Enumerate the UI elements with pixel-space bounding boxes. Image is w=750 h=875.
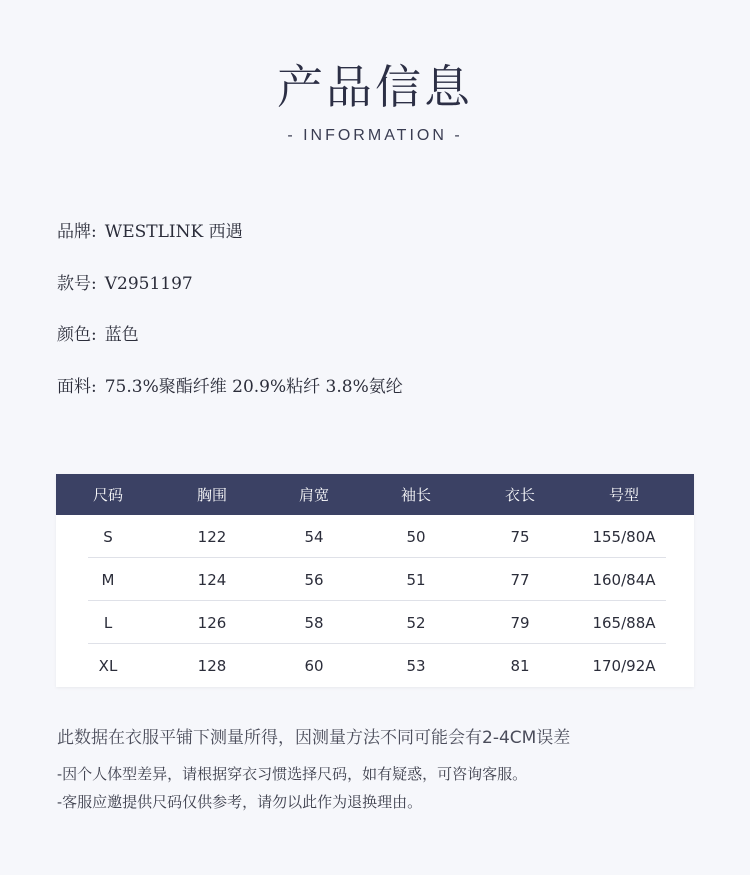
- info-value: WESTLINK 西遇: [104, 222, 243, 242]
- table-header: [56, 474, 694, 515]
- info-row-brand: [57, 220, 243, 244]
- table-cell: 51: [406, 570, 426, 589]
- header-cell-size: 尺码: [92, 486, 123, 504]
- header-cell-shoulder: 肩宽: [298, 486, 329, 504]
- table-cell: L: [103, 613, 113, 632]
- table-cell: 170/92A: [592, 656, 656, 675]
- table-cell: M: [101, 570, 115, 589]
- table-row: [56, 644, 694, 687]
- table-cell: 60: [304, 656, 324, 675]
- table-cell: 56: [304, 570, 324, 589]
- table-cell: 165/88A: [592, 613, 656, 632]
- table-cell: 79: [510, 613, 530, 632]
- note-line: -客服应邀提供尺码仅供参考，请勿以此作为退换理由。: [57, 793, 423, 811]
- table-cell: 54: [304, 527, 324, 546]
- info-label: 款号:: [57, 274, 97, 294]
- info-row-style-number: [57, 272, 193, 296]
- table-cell: 128: [197, 656, 227, 675]
- info-label: 颜色:: [57, 325, 97, 345]
- page-title: 产品信息: [277, 60, 473, 114]
- table-row: [56, 515, 694, 558]
- header-cell-chest: 胸围: [196, 486, 227, 504]
- table-row: [56, 601, 694, 644]
- info-label: 面料:: [57, 377, 97, 397]
- header-cell-length: 衣长: [504, 486, 535, 504]
- header-cell-fit: 号型: [608, 486, 639, 504]
- table-cell: 50: [406, 527, 426, 546]
- info-row-fabric: [57, 375, 403, 399]
- measurement-note: 此数据在衣服平铺下测量所得，因测量方法不同可能会有2-4CM误差: [57, 728, 571, 748]
- note-line: -因个人体型差异，请根据穿衣习惯选择尺码，如有疑惑，可咨询客服。: [57, 765, 528, 783]
- page-subtitle: - INFORMATION -: [287, 127, 463, 144]
- info-label: 品牌:: [57, 222, 97, 242]
- info-value: V2951197: [104, 274, 193, 294]
- header-cell-sleeve: 袖长: [400, 486, 431, 504]
- table-cell: 58: [304, 613, 324, 632]
- table-cell: 126: [197, 613, 227, 632]
- table-cell: XL: [98, 656, 118, 675]
- size-table: [56, 474, 694, 687]
- table-cell: 124: [197, 570, 227, 589]
- table-cell: S: [103, 527, 113, 546]
- table-cell: 53: [406, 656, 426, 675]
- table-cell: 75: [510, 527, 530, 546]
- table-cell: 52: [406, 613, 426, 632]
- table-cell: 122: [197, 527, 227, 546]
- table-cell: 155/80A: [592, 527, 656, 546]
- table-cell: 81: [510, 656, 530, 675]
- info-value: 蓝色: [104, 325, 139, 345]
- table-cell: 160/84A: [592, 570, 656, 589]
- table-cell: 77: [510, 570, 530, 589]
- info-value: 75.3%聚酯纤维 20.9%粘纤 3.8%氨纶: [104, 377, 403, 397]
- info-row-color: [57, 323, 139, 347]
- table-row: [56, 558, 694, 601]
